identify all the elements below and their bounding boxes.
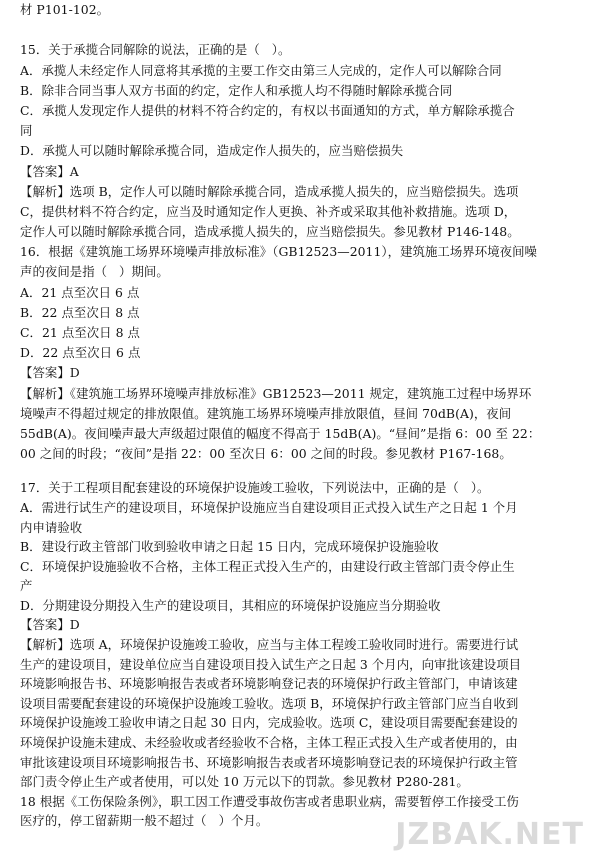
text-line: B．除非合同当事人双方书面的约定，定作人和承揽人均不得随时解除承揽合同 <box>20 82 453 98</box>
text-line: D．承揽人可以随时解除承揽合同，造成定作人损失的，应当赔偿损失 <box>20 143 404 159</box>
text-line: A．承揽人未经定作人同意将其承揽的主要工作交由第三人完成的，定作人可以解除合同 <box>20 62 502 78</box>
text-line: 同 <box>20 123 33 139</box>
text-line: 部门责令停止生产或者使用，可以处 10 万元以下的罚款。参见教材 P280-281。 <box>20 774 469 790</box>
section-gap <box>20 464 578 478</box>
text-line: A．21 点至次日 6 点 <box>20 284 140 300</box>
text-line: 环境保护设施未建成、未经验收或者经验收不合格，主体工程正式投入生产或者使用的，由 <box>20 735 518 751</box>
document-page <box>20 0 578 831</box>
text-line: 【答案】D <box>20 617 80 633</box>
text-line: 55dB(A)。夜间噪声最大声级超过限值的幅度不得高于 15dB(A)。“昼间”是指 6：00 至 22： <box>20 425 541 441</box>
text-line <box>20 20 578 40</box>
text-line: 00 之间的时段；“夜间”是指 22：00 至次日 6：00 之间的时段。参见教材 P167-168。 <box>20 446 512 462</box>
text-line: 医疗的，停工留薪期一般不超过（ ）个月。 <box>20 813 269 829</box>
text-line: 15．关于承揽合同解除的说法，正确的是（ ）。 <box>20 42 291 58</box>
text-line: C，提供材料不符合约定，应当及时通知定作人更换、补齐或采取其他补救措施。选项 D， <box>20 203 517 219</box>
text-line: C．承揽人发现定作人提供的材料不符合约定的，有权以书面通知的方式，单方解除承揽合 <box>20 102 515 118</box>
text-line: D．22 点至次日 6 点 <box>20 345 141 361</box>
text-line: 【解析】选项 B，定作人可以随时解除承揽合同，造成承揽人损失的，应当赔偿损失。选项 <box>20 183 519 199</box>
text-line: 审批该建设项目环境影响报告书、环境影响报告表或者环境影响登记表的环境保护行政主管 <box>20 754 518 770</box>
text-line: 生产的建设项目，建设单位应当自建设项目投入试生产之日起 3 个月内，向审批该建设项目 <box>20 656 522 672</box>
text-line: A．需进行试生产的建设项目，环境保护设施应当自建设项目正式投入试生产之日起 1 个月 <box>20 499 518 515</box>
text-line: 17．关于工程项目配套建设的环境保护设施竣工验收，下列说法中，正确的是（ ）。 <box>20 480 490 496</box>
text-line: 定作人可以随时解除承揽合同，造成承揽人损失的，应当赔偿损失。参见教材 P146-148。 <box>20 224 520 240</box>
questions-15-16 <box>20 0 578 464</box>
text-line: 环境影响报告书、环境影响报告表或者环境影响登记表的环境保护行政主管部门，申请该建 <box>20 676 518 692</box>
text-line: 产 <box>20 578 33 594</box>
text-line: 【解析】选项 A，环境保护设施竣工验收，应当与主体工程竣工验收同时进行。需要进行试 <box>20 637 519 653</box>
text-line: B．建设行政主管部门收到验收申请之日起 15 日内，完成环境保护设施验收 <box>20 539 439 555</box>
text-line: 【答案】D <box>20 365 80 381</box>
text-line: 内申请验收 <box>20 519 83 535</box>
text-line: 境噪声不得超过规定的排放限值。建筑施工场界环境噪声排放限值，昼间 70dB(A)，夜间 <box>20 405 512 421</box>
text-line: C．21 点至次日 8 点 <box>20 325 140 340</box>
text-line: 声的夜间是指（ ）期间。 <box>20 264 169 280</box>
watermark: JZBAK.NET <box>395 817 584 852</box>
text-line: 材 P101-102。 <box>20 2 110 17</box>
text-line: D．分期建设分期投入生产的建设项目，其相应的环境保护设施应当分期验收 <box>20 597 441 613</box>
text-line: 环境保护设施竣工验收申请之日起 30 日内，完成验收。选项 C，建设项目需要配套建设的 <box>20 715 518 731</box>
text-line: 【解析】《建筑施工场界环境噪声排放标准》GB12523—2011 规定，建筑施工过程中场界环 <box>20 385 532 401</box>
text-line: 18 根据《工伤保险条例》，职工因工作遭受事故伤害或者患职业病，需要暂停工作接受工伤 <box>20 793 519 809</box>
text-line: 设项目需要配套建设的环境保护设施竣工验收。选项 B，环境保护行政主管部门应当自收到 <box>20 695 519 711</box>
text-line: 【答案】A <box>20 163 79 179</box>
text-line: B．22 点至次日 8 点 <box>20 304 140 320</box>
text-line: 16．根据《建筑施工场界环境噪声排放标准》（GB12523—2011），建筑施工场界环境夜间噪 <box>20 244 537 260</box>
questions-17-18 <box>20 478 578 831</box>
text-line: C．环境保护设施验收不合格，主体工程正式投入生产的，由建设行政主管部门责令停止生 <box>20 558 515 574</box>
